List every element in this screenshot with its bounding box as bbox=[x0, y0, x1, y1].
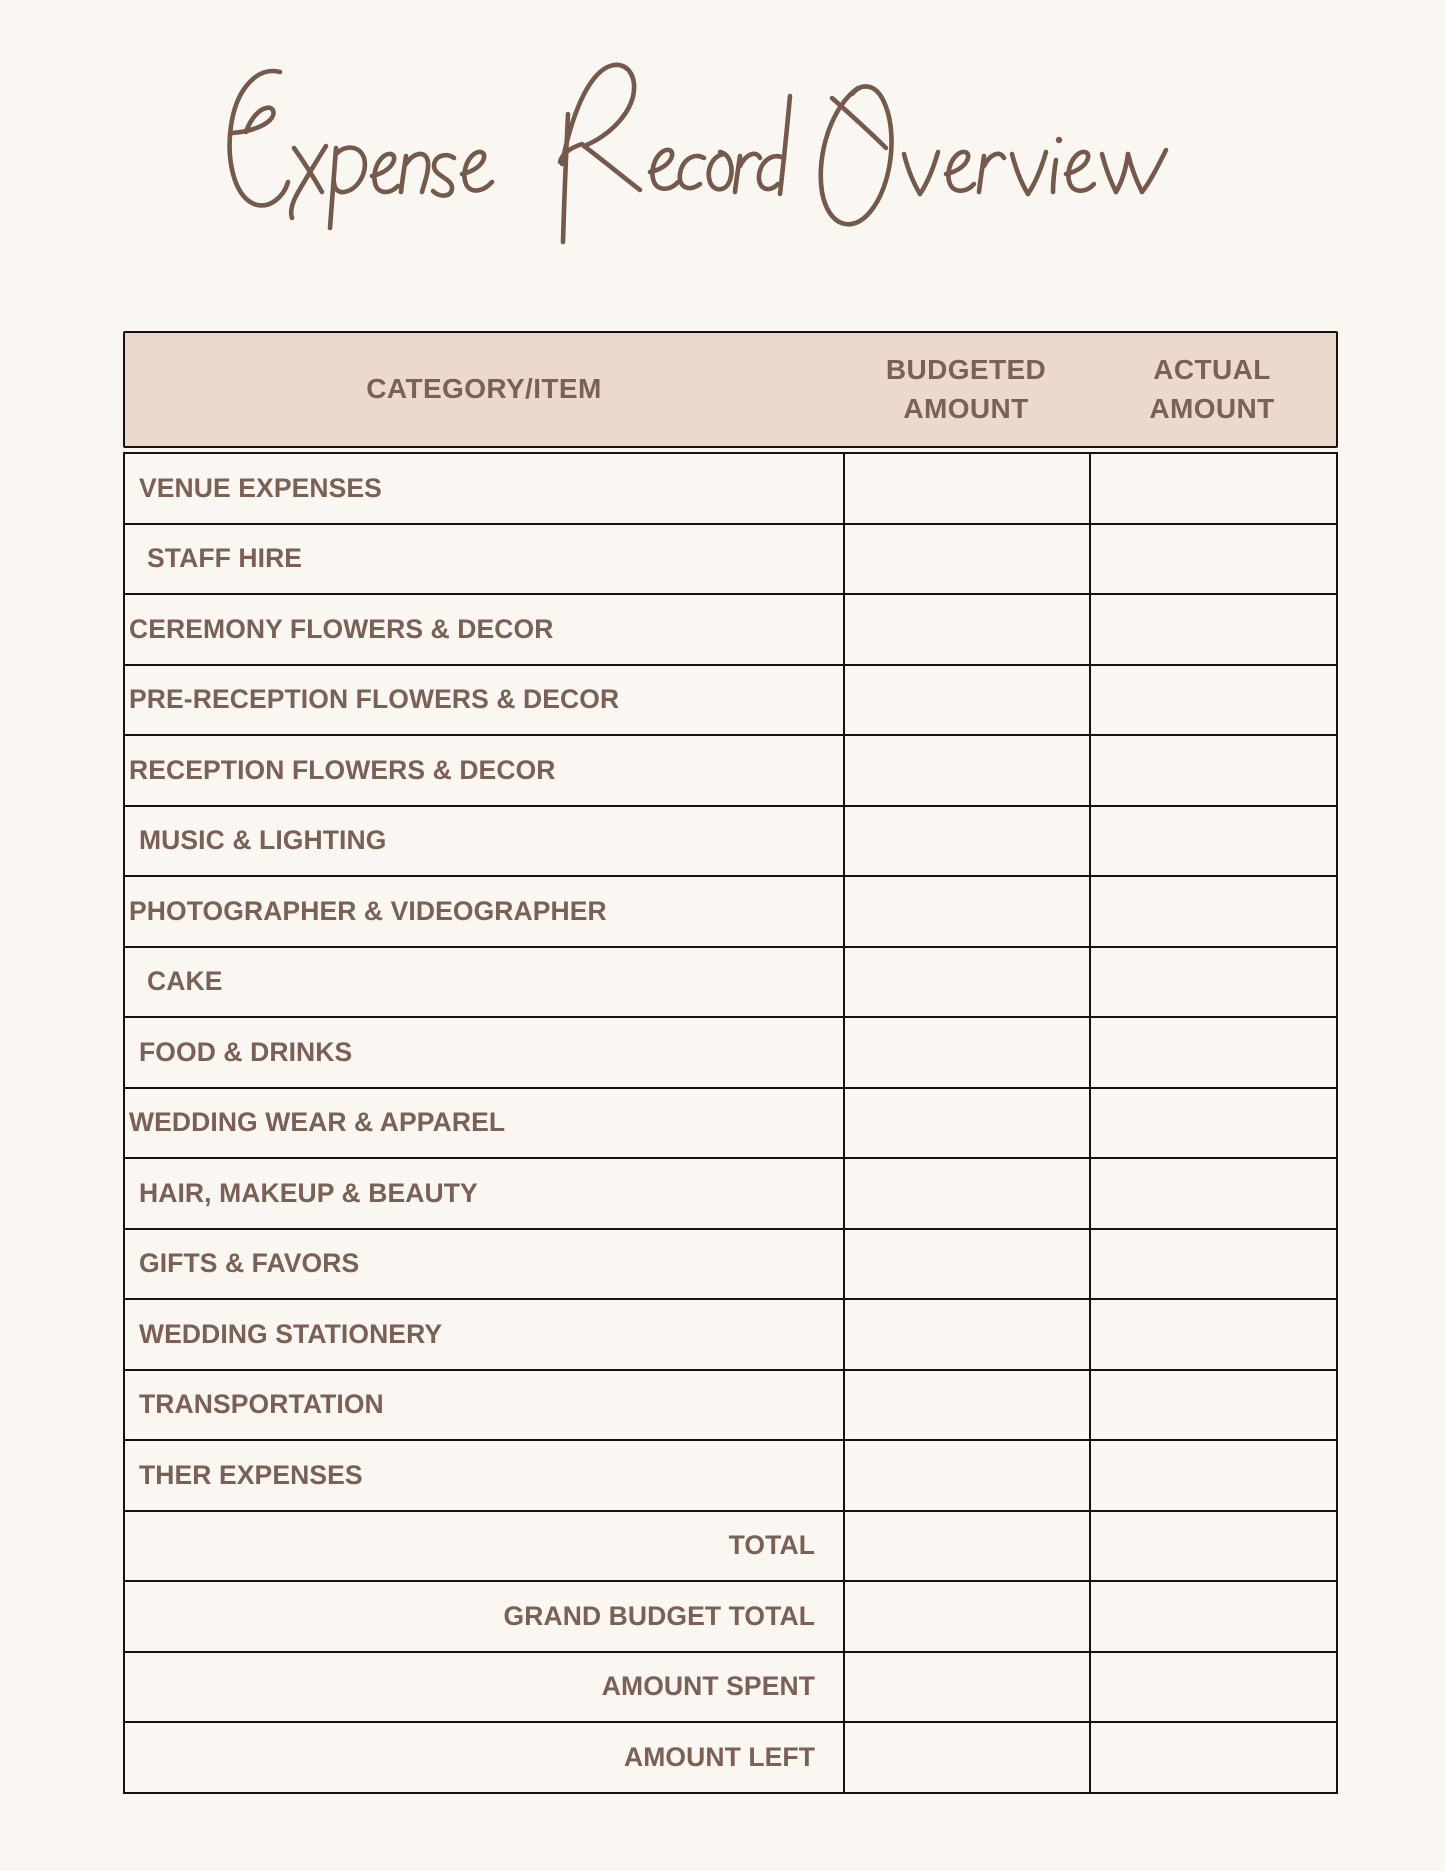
table-row bbox=[125, 593, 1336, 664]
table-row bbox=[125, 1087, 1336, 1158]
budgeted-amount-cell[interactable] bbox=[843, 1230, 1089, 1299]
table-header-row bbox=[123, 331, 1338, 448]
column-header-budgeted bbox=[843, 333, 1089, 446]
table-row bbox=[125, 452, 1336, 523]
column-header-actual-line2: AMOUNT bbox=[1149, 392, 1275, 424]
budgeted-amount-cell[interactable] bbox=[843, 1159, 1089, 1228]
actual-amount-cell[interactable] bbox=[1089, 1512, 1335, 1581]
category-label: RECEPTION FLOWERS & DECOR bbox=[129, 754, 556, 785]
actual-amount-cell[interactable] bbox=[1089, 1159, 1335, 1228]
budgeted-amount-cell[interactable] bbox=[843, 1441, 1089, 1510]
category-label: FOOD & DRINKS bbox=[139, 1036, 353, 1067]
category-label: WEDDING WEAR & APPAREL bbox=[129, 1107, 506, 1138]
actual-amount-cell[interactable] bbox=[1089, 1441, 1335, 1510]
table-row bbox=[125, 1439, 1336, 1510]
category-label: THER EXPENSES bbox=[139, 1459, 363, 1490]
table-row bbox=[125, 1157, 1336, 1228]
category-label: VENUE EXPENSES bbox=[139, 472, 382, 503]
page-title bbox=[0, 18, 1445, 268]
summary-label: AMOUNT LEFT bbox=[624, 1741, 815, 1772]
actual-amount-cell[interactable] bbox=[1089, 1582, 1335, 1651]
budgeted-amount-cell[interactable] bbox=[843, 736, 1089, 805]
budgeted-amount-cell[interactable] bbox=[843, 807, 1089, 876]
actual-amount-cell[interactable] bbox=[1089, 1371, 1335, 1440]
budgeted-amount-cell[interactable] bbox=[843, 1371, 1089, 1440]
budgeted-amount-cell[interactable] bbox=[843, 877, 1089, 946]
actual-amount-cell[interactable] bbox=[1089, 807, 1335, 876]
column-header-budgeted-line2: AMOUNT bbox=[903, 392, 1029, 424]
actual-amount-cell[interactable] bbox=[1089, 1723, 1335, 1792]
table-row bbox=[125, 1228, 1336, 1299]
table-row bbox=[125, 1651, 1336, 1722]
column-header-actual bbox=[1089, 333, 1335, 446]
category-label: CEREMONY FLOWERS & DECOR bbox=[129, 613, 554, 644]
budgeted-amount-cell[interactable] bbox=[843, 948, 1089, 1017]
actual-amount-cell[interactable] bbox=[1089, 1018, 1335, 1087]
actual-amount-cell[interactable] bbox=[1089, 1300, 1335, 1369]
actual-amount-cell[interactable] bbox=[1089, 525, 1335, 594]
table-row bbox=[125, 1016, 1336, 1087]
category-label: TRANSPORTATION bbox=[139, 1389, 384, 1420]
actual-amount-cell[interactable] bbox=[1089, 1653, 1335, 1722]
budgeted-amount-cell[interactable] bbox=[843, 1653, 1089, 1722]
budgeted-amount-cell[interactable] bbox=[843, 595, 1089, 664]
table-row bbox=[125, 805, 1336, 876]
category-label: PHOTOGRAPHER & VIDEOGRAPHER bbox=[129, 895, 607, 926]
table-row bbox=[125, 875, 1336, 946]
category-label: HAIR, MAKEUP & BEAUTY bbox=[139, 1177, 478, 1208]
actual-amount-cell[interactable] bbox=[1089, 736, 1335, 805]
table-row bbox=[125, 1510, 1336, 1581]
budgeted-amount-cell[interactable] bbox=[843, 1723, 1089, 1792]
actual-amount-cell[interactable] bbox=[1089, 948, 1335, 1017]
category-label: MUSIC & LIGHTING bbox=[139, 825, 387, 856]
table-row bbox=[125, 1369, 1336, 1440]
actual-amount-cell[interactable] bbox=[1089, 666, 1335, 735]
actual-amount-cell[interactable] bbox=[1089, 595, 1335, 664]
budgeted-amount-cell[interactable] bbox=[843, 1582, 1089, 1651]
actual-amount-cell[interactable] bbox=[1089, 454, 1335, 523]
table-row bbox=[125, 1580, 1336, 1651]
budgeted-amount-cell[interactable] bbox=[843, 1089, 1089, 1158]
category-label: STAFF HIRE bbox=[147, 543, 303, 574]
summary-label: TOTAL bbox=[728, 1530, 815, 1561]
actual-amount-cell[interactable] bbox=[1089, 1089, 1335, 1158]
column-header-budgeted-line1: BUDGETED bbox=[885, 353, 1047, 385]
category-label: PRE-RECEPTION FLOWERS & DECOR bbox=[129, 684, 620, 715]
budgeted-amount-cell[interactable] bbox=[843, 1018, 1089, 1087]
table-row bbox=[125, 664, 1336, 735]
page-title-script-art bbox=[218, 36, 1228, 251]
column-header-actual-line1: ACTUAL bbox=[1153, 353, 1271, 385]
budgeted-amount-cell[interactable] bbox=[843, 666, 1089, 735]
table-row bbox=[125, 946, 1336, 1017]
table-row bbox=[125, 1298, 1336, 1369]
actual-amount-cell[interactable] bbox=[1089, 1230, 1335, 1299]
column-header-category: CATEGORY/ITEM bbox=[366, 373, 602, 405]
category-label: CAKE bbox=[147, 966, 223, 997]
expense-table bbox=[123, 331, 1338, 1794]
summary-label: GRAND BUDGET TOTAL bbox=[503, 1600, 815, 1631]
table-row bbox=[125, 1721, 1336, 1792]
table-body bbox=[123, 452, 1338, 1794]
budgeted-amount-cell[interactable] bbox=[843, 1512, 1089, 1581]
category-label: GIFTS & FAVORS bbox=[139, 1248, 360, 1279]
budgeted-amount-cell[interactable] bbox=[843, 525, 1089, 594]
budgeted-amount-cell[interactable] bbox=[843, 1300, 1089, 1369]
budgeted-amount-cell[interactable] bbox=[843, 454, 1089, 523]
table-row bbox=[125, 523, 1336, 594]
actual-amount-cell[interactable] bbox=[1089, 877, 1335, 946]
summary-label: AMOUNT SPENT bbox=[601, 1671, 815, 1702]
table-row bbox=[125, 734, 1336, 805]
category-label: WEDDING STATIONERY bbox=[139, 1318, 443, 1349]
